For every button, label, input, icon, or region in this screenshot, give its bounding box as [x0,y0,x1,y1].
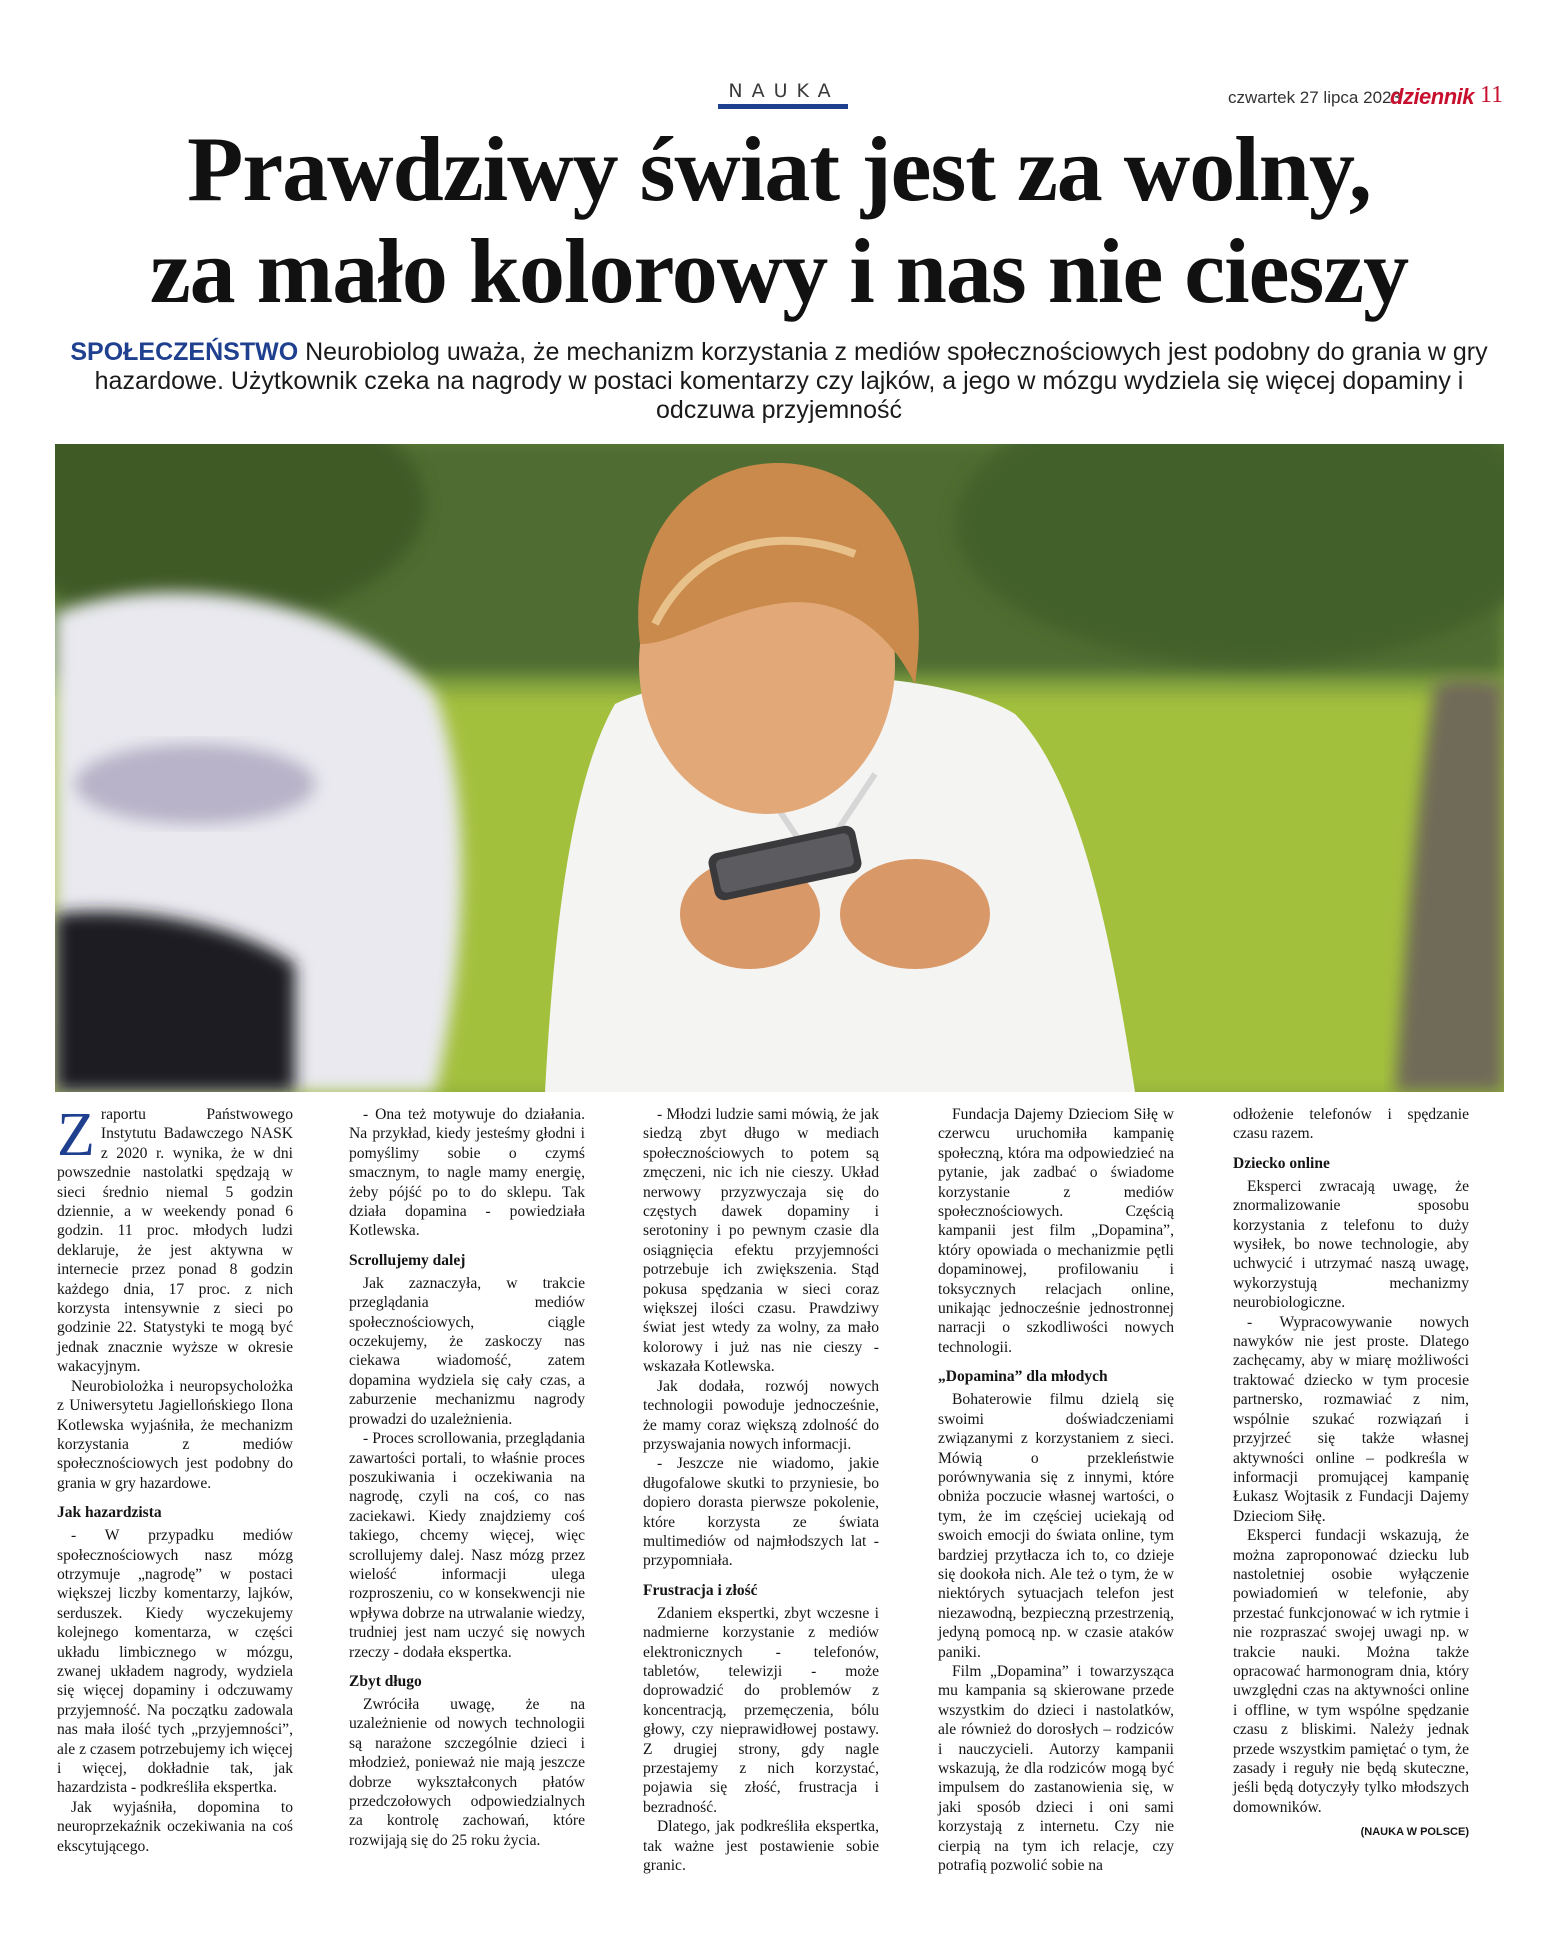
subheading: Zbyt długo [349,1672,422,1690]
paragraph: Zraportu Państwowego Instytutu Badawczego NASK z 2020 r. wynika, że w dni powszednie nastolatki spędzają w sieci średnio niemal 5 godzin dziennie, a w weekendy ponad 6 godzin. 11 proc. młodych ludzi deklaruje, że jest aktywna w internecie przez ponad 8 godzin każdego dnia, 17 proc. z nich korzysta intensywnie z sieci po godzinie 22. Statystyki te mogą być jednak znacznie wyższe w okresie wakacyjnym. [57,1101,293,1376]
subheading: Frustracja i złość [643,1581,758,1599]
subheading: „Dopamina” dla młodych [938,1368,1108,1386]
paragraph: Film „Dopamina” i towarzysząca mu kampania są skierowane przede wszystkim do dzieci i nastolatków, ale również do dorosłych – rodziców i nauczycieli. Autorzy kampanii wskazują, że dla rodziców mogą być impulsem do zastanowienia się, w jaki sposób dzieci i oni sami korzystają z internetu. Czy nie cierpią na tym ich relacje, czy potrafią pozwolić sobie na [938,1662,1174,1875]
article-column-5 [1233,1105,1469,1843]
paragraph: - W przypadku mediów społecznościowych nasz mózg otrzymuje „nagrodę” w postaci większej liczby komentarzy, lajków, serduszek. Kiedy wyczekujemy kolejnego komentarza, w części układu limbicznego w mózgu, zwanej układem nagrody, wydziela się więcej dopaminy i odczuwamy przyjemność. Na początku zadowala nas mała ilość tych „przyjemności”, ale z czasem potrzebujemy ich więcej i więcej, dokładnie tak, jak hazardzista - podkreśliła ekspertka. [57,1527,293,1797]
headline-line-1: Prawdziwy świat jest za wolny, [187,118,1371,220]
paragraph: Jak wyjaśniła, dopomina to neuroprzekaźnik oczekiwania na coś ekscytującego. [57,1798,293,1855]
article-column-3 [643,1105,879,1875]
paragraph: Fundacja Dajemy Dzieciom Siłę w czerwcu uruchomiła kampanię społeczną, która ma odpowiedzieć na pytanie, jak zadbać o świadome korzystanie z mediów społecznościowych. Częścią kampanii jest film „Dopamina”, który opowiada o mechanizmie pętli dopaminowej, profilowaniu i toksycznych relacjach online, unikając jednocześnie jednostronnej narracji o szkodliwości nowych technologii. [938,1106,1174,1356]
paragraph: Zwróciła uwagę, że na uzależnienie od nowych technologii są narażone szczególnie dzieci i młodzież, ponieważ nie mają jeszcze dobrze wykształconych płatów przedczołowych odpowiedzialnych za kontrolę zachowań, które rozwijają się do 25 roku życia. [349,1695,585,1849]
paragraph: - Wypracowywanie nowych nawyków nie jest proste. Dlatego zachęcamy, aby w miarę możliwości traktować dziecko w tym procesie partnersko, rozmawiać z nim, wspólnie szukać rozwiązań i przyjrzeć się także własnej aktywności online – podkreśla w informacji promującej kampanię Łukasz Wojtasik z Fundacji Dajemy Dzieciom Siłę. [1233,1313,1469,1525]
headline [40,118,1518,322]
subheading: Dziecko online [1233,1154,1330,1172]
subheading: Jak hazardzista [57,1504,162,1522]
paragraph: - Ona też motywuje do działania. Na przykład, kiedy jesteśmy głodni i pomyślimy sobie o czymś smacznym, to nagle mamy energię, żeby pójść po to do sklepu. Tak działa dopamina - powiedziała Kotlewska. [349,1106,585,1240]
paragraph: - Proces scrollowania, przeglądania zawartości portali, to właśnie proces poszukiwania i oczekiwania na nagrodę, czyli na coś, co nas zaciekawi. Kiedy znajdziemy coś takiego, chcemy więcej, więc scrollujemy dalej. Nasz mózg przez wielość informacji ulega rozproszeniu, co w konsekwencji nie wpływa dobrze na utrwalanie wiedzy, trudniej jest nam uczyć się nowych rzeczy - dodała ekspertka. [349,1430,585,1661]
section-underline [718,104,848,109]
paragraph: Neurobiolożka i neuropsycholożka z Uniwersytetu Jagiellońskiego Ilona Kotlewska wyjaśniła, że mechanizm korzystania z mediów społecznościowych jest podobny do grania w gry hazardowe. [57,1377,293,1492]
paragraph: Dlatego, jak podkreśliła ekspertka, tak ważne jest postawienie sobie granic. [643,1818,879,1875]
paragraph: - Jeszcze nie wiadomo, jakie długofalowe skutki to przyniesie, bo dopiero dorasta pierwsze pokolenie, które korzysta ze świata multimediów od najmłodszych lat - przypomniała. [643,1455,879,1570]
paragraph: Jak zaznaczyła, w trakcie przeglądania mediów społecznościowych, ciągle oczekujemy, że zaskoczy nas ciekawa wiadomość, zatem dopamina wydziela się cały czas, a zaburzenie mechanizmu nagrody prowadzi do uzależnienia. [349,1274,585,1428]
page-number: 11 [1480,82,1504,108]
paragraph: Zdaniem ekspertki, zbyt wczesne i nadmierne korzystanie z mediów elektronicznych - telefonów, tabletów, telewizji - może doprowadzić do problemów z koncentracją, przemęczenia, bólu głowy, czy nieprawidłowej postawy. Z drugiej strony, gdy nagle przestajemy z nich korzystać, pojawia się złość, frustracja i bezradność. [643,1604,879,1816]
source-credit: (NAUKA W POLSCE) [1360,1826,1469,1839]
drop-cap: Z [57,1101,95,1169]
paragraph: Jak dodała, rozwój nowych technologii powoduje jednocześnie, że mamy coraz większą zdolność do przyswajania nowych informacji. [643,1377,879,1453]
article-column-4 [938,1105,1174,1875]
article-column-1 [57,1101,293,1856]
paragraph: Eksperci zwracają uwagę, że znormalizowanie sposobu korzystania z telefonu to duży wysiłek, bo nowe technologie, aby uchwycić i utrzymać naszą uwagę, wykorzystują mechanizmy neurobiologiczne. [1233,1177,1469,1312]
photo-illustration [55,444,1504,1092]
newspaper-logo: dziennik [1390,84,1475,109]
lead-kicker: SPOŁECZEŃSTWO [70,338,299,366]
issue-date: czwartek 27 lipca 2023 [1228,88,1401,107]
subheading: Scrollujemy dalej [349,1251,466,1269]
boy-with-smartphone-photo [55,444,1504,1092]
lead-paragraph [70,338,1488,425]
paragraph: - Młodzi ludzie sami mówią, że jak siedzą zbyt długo w mediach społecznościowych to potem są zmęczeni, nic ich nie cieszy. Układ nerwowy przyzwyczaja się do częstych dawek dopaminy i serotoniny i po pewnym czasie dla osiągnięcia efektu przyjemności potrzebuje ich zwiększenia. Stąd pokusa spędzania w sieci coraz większej ilości czasu. Prawdziwy świat jest wtedy za wolny, za mało kolorowy i już nas nie cieszy - wskazała Kotlewska. [643,1106,879,1376]
headline-line-2: za mało kolorowy i nas nie cieszy [149,220,1409,322]
paragraph: Eksperci fundacji wskazują, że można zaproponować dziecku lub nastoletniej osobie wyłączenie powiadomień w telefonie, aby przestać funkcjonować w ich rytmie i nie rozpraszać swojej uwagi np. w trakcie nauki. Można także opracować harmonogram dnia, który uwzględni czas na aktywności online i offline, w tym wspólne spędzanie czasu z bliskimi. Należy jednak przede wszystkim pamiętać o tym, że zasady i reguły nie będą skuteczne, jeśli będą dotyczyły tylko młodszych domowników. [1233,1527,1469,1816]
paragraph: Bohaterowie filmu dzielą się swoimi doświadczeniami związanymi z korzystaniem z sieci. Mówią o przekleństwie porównywania się z innymi, które obniża poczucie własnej wartości, o tym, że im częściej uciekają od swoich emocji do świata online, tym bardziej przytłacza ich to, co dzieje się dookoła nich. Ale też o tym, że w niektórych sytuacjach telefon jest niezawodną, bezpieczną przestrzenią, jedyną pomocą np. w czasie ataków paniki. [938,1391,1174,1661]
section-label: NAUKA [728,80,840,102]
paragraph: odłożenie telefonów i spędzanie czasu razem. [1233,1106,1469,1143]
lead-text: Neurobiolog uważa, że mechanizm korzystania z mediów społecznościowych jest podobny do grania w gry hazardowe. Użytkownik czeka na nagrody w postaci komentarzy czy lajków, a jego w mózgu wydziela się więcej dopaminy i odczuwa przyjemność [94,338,1488,424]
article-column-2 [349,1105,585,1850]
